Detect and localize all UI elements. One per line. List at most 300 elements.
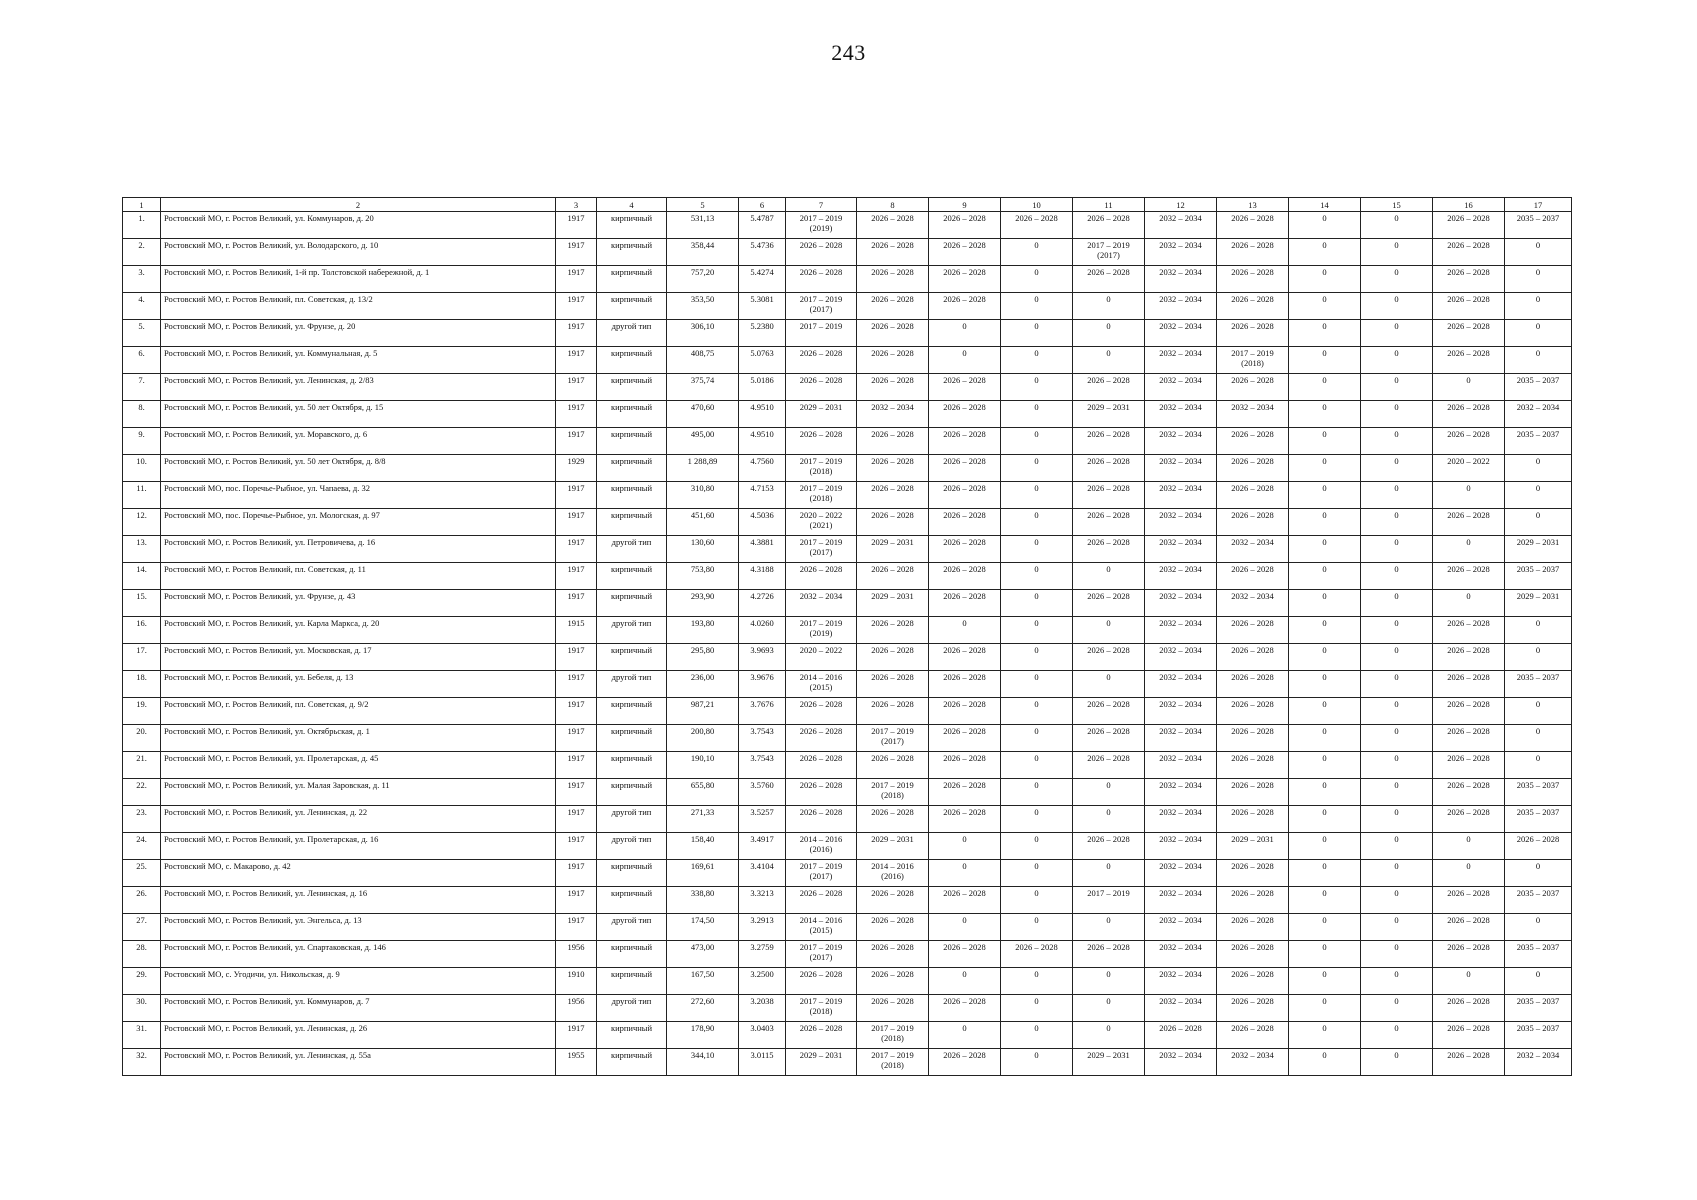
period-col-14-cell: 0 [1289, 239, 1361, 266]
period-col-12-cell: 2032 – 2034 [1145, 941, 1217, 968]
period-col-11-cell: 0 [1073, 293, 1145, 320]
wall-material-cell: кирпичный [597, 1022, 667, 1049]
wall-material-cell: кирпичный [597, 887, 667, 914]
area-cell: 344,10 [667, 1049, 739, 1076]
period-col-7-cell: 2020 – 2022 (2021) [786, 509, 857, 536]
address-cell: Ростовский МО, г. Ростов Великий, ул. 50 лет Октября, д. 15 [161, 401, 556, 428]
period-col-16-cell: 2026 – 2028 [1433, 320, 1505, 347]
column-header: 3 [556, 198, 597, 212]
period-col-8-cell: 2026 – 2028 [857, 239, 929, 266]
year-built-cell: 1917 [556, 644, 597, 671]
address-cell: Ростовский МО, г. Ростов Великий, ул. Карла Маркса, д. 20 [161, 617, 556, 644]
period-col-8-cell: 2029 – 2031 [857, 590, 929, 617]
wall-material-cell: кирпичный [597, 482, 667, 509]
year-built-cell: 1929 [556, 455, 597, 482]
address-cell: Ростовский МО, г. Ростов Великий, пл. Советская, д. 11 [161, 563, 556, 590]
address-cell: Ростовский МО, г. Ростов Великий, ул. Спартаковская, д. 146 [161, 941, 556, 968]
score-cell: 3.2038 [739, 995, 786, 1022]
period-col-14-cell: 0 [1289, 401, 1361, 428]
wall-material-cell: другой тип [597, 995, 667, 1022]
period-col-9-cell: 2026 – 2028 [929, 644, 1001, 671]
period-col-17-cell: 0 [1505, 698, 1572, 725]
year-built-cell: 1917 [556, 914, 597, 941]
period-col-9-cell: 2026 – 2028 [929, 1049, 1001, 1076]
period-col-8-cell: 2026 – 2028 [857, 509, 929, 536]
period-col-15-cell: 0 [1361, 968, 1433, 995]
period-col-9-cell: 2026 – 2028 [929, 509, 1001, 536]
period-col-17-cell: 2035 – 2037 [1505, 1022, 1572, 1049]
period-col-7-cell: 2026 – 2028 [786, 887, 857, 914]
score-cell: 3.9693 [739, 644, 786, 671]
area-cell: 130,60 [667, 536, 739, 563]
period-col-9-cell: 0 [929, 617, 1001, 644]
score-cell: 3.5257 [739, 806, 786, 833]
period-col-17-cell: 0 [1505, 725, 1572, 752]
year-built-cell: 1915 [556, 617, 597, 644]
period-col-15-cell: 0 [1361, 725, 1433, 752]
period-col-15-cell: 0 [1361, 293, 1433, 320]
column-header: 4 [597, 198, 667, 212]
table-row [123, 914, 1572, 941]
address-cell: Ростовский МО, г. Ростов Великий, ул. Фрунзе, д. 20 [161, 320, 556, 347]
wall-material-cell: кирпичный [597, 860, 667, 887]
period-col-13-cell: 2017 – 2019 (2018) [1217, 347, 1289, 374]
period-col-17-cell: 0 [1505, 509, 1572, 536]
period-col-8-cell: 2026 – 2028 [857, 266, 929, 293]
period-col-14-cell: 0 [1289, 779, 1361, 806]
period-col-12-cell: 2032 – 2034 [1145, 482, 1217, 509]
area-cell: 272,60 [667, 995, 739, 1022]
period-col-7-cell: 2017 – 2019 (2018) [786, 455, 857, 482]
period-col-14-cell: 0 [1289, 482, 1361, 509]
period-col-9-cell: 2026 – 2028 [929, 671, 1001, 698]
period-col-8-cell: 2026 – 2028 [857, 347, 929, 374]
period-col-12-cell: 2032 – 2034 [1145, 347, 1217, 374]
address-cell: Ростовский МО, г. Ростов Великий, пл. Советская, д. 9/2 [161, 698, 556, 725]
period-col-15-cell: 0 [1361, 644, 1433, 671]
period-col-9-cell: 2026 – 2028 [929, 698, 1001, 725]
period-col-7-cell: 2017 – 2019 (2017) [786, 860, 857, 887]
period-col-12-cell: 2032 – 2034 [1145, 914, 1217, 941]
table-row [123, 860, 1572, 887]
table-row [123, 644, 1572, 671]
wall-material-cell: другой тип [597, 806, 667, 833]
period-col-8-cell: 2026 – 2028 [857, 698, 929, 725]
row-number-cell: 4. [123, 293, 161, 320]
column-header: 12 [1145, 198, 1217, 212]
period-col-11-cell: 0 [1073, 347, 1145, 374]
address-cell: Ростовский МО, г. Ростов Великий, ул. Ленинская, д. 22 [161, 806, 556, 833]
area-cell: 271,33 [667, 806, 739, 833]
area-cell: 310,80 [667, 482, 739, 509]
wall-material-cell: кирпичный [597, 779, 667, 806]
period-col-16-cell: 2026 – 2028 [1433, 347, 1505, 374]
period-col-10-cell: 0 [1001, 563, 1073, 590]
period-col-14-cell: 0 [1289, 995, 1361, 1022]
period-col-16-cell: 2026 – 2028 [1433, 644, 1505, 671]
row-number-cell: 30. [123, 995, 161, 1022]
score-cell: 3.4917 [739, 833, 786, 860]
wall-material-cell: другой тип [597, 833, 667, 860]
area-cell: 169,61 [667, 860, 739, 887]
period-col-9-cell: 2026 – 2028 [929, 806, 1001, 833]
period-col-16-cell: 0 [1433, 590, 1505, 617]
period-col-10-cell: 0 [1001, 995, 1073, 1022]
period-col-11-cell: 2026 – 2028 [1073, 590, 1145, 617]
period-col-10-cell: 0 [1001, 347, 1073, 374]
row-number-cell: 27. [123, 914, 161, 941]
column-header: 1 [123, 198, 161, 212]
period-col-13-cell: 2026 – 2028 [1217, 806, 1289, 833]
period-col-7-cell: 2026 – 2028 [786, 428, 857, 455]
period-col-16-cell: 2026 – 2028 [1433, 428, 1505, 455]
period-col-9-cell: 2026 – 2028 [929, 455, 1001, 482]
period-col-10-cell: 0 [1001, 509, 1073, 536]
period-col-16-cell: 2026 – 2028 [1433, 509, 1505, 536]
year-built-cell: 1917 [556, 752, 597, 779]
period-col-11-cell: 2026 – 2028 [1073, 644, 1145, 671]
period-col-11-cell: 0 [1073, 563, 1145, 590]
period-col-14-cell: 0 [1289, 698, 1361, 725]
wall-material-cell: кирпичный [597, 374, 667, 401]
period-col-11-cell: 0 [1073, 671, 1145, 698]
period-col-14-cell: 0 [1289, 347, 1361, 374]
score-cell: 4.5036 [739, 509, 786, 536]
row-number-cell: 13. [123, 536, 161, 563]
period-col-7-cell: 2014 – 2016 (2016) [786, 833, 857, 860]
address-cell: Ростовский МО, г. Ростов Великий, ул. Ленинская, д. 16 [161, 887, 556, 914]
wall-material-cell: кирпичный [597, 725, 667, 752]
year-built-cell: 1917 [556, 347, 597, 374]
period-col-11-cell: 2026 – 2028 [1073, 752, 1145, 779]
period-col-8-cell: 2026 – 2028 [857, 212, 929, 239]
area-cell: 655,80 [667, 779, 739, 806]
wall-material-cell: кирпичный [597, 239, 667, 266]
period-col-9-cell: 2026 – 2028 [929, 212, 1001, 239]
page-number: 243 [831, 40, 866, 65]
period-col-12-cell: 2032 – 2034 [1145, 536, 1217, 563]
period-col-17-cell: 0 [1505, 968, 1572, 995]
period-col-14-cell: 0 [1289, 941, 1361, 968]
period-col-14-cell: 0 [1289, 752, 1361, 779]
period-col-14-cell: 0 [1289, 428, 1361, 455]
table-row [123, 212, 1572, 239]
row-number-cell: 16. [123, 617, 161, 644]
period-col-9-cell: 2026 – 2028 [929, 995, 1001, 1022]
period-col-13-cell: 2026 – 2028 [1217, 698, 1289, 725]
period-col-9-cell: 0 [929, 914, 1001, 941]
period-col-12-cell: 2032 – 2034 [1145, 806, 1217, 833]
score-cell: 5.2380 [739, 320, 786, 347]
period-col-16-cell: 2026 – 2028 [1433, 995, 1505, 1022]
table-row [123, 617, 1572, 644]
period-col-16-cell: 0 [1433, 482, 1505, 509]
period-col-15-cell: 0 [1361, 698, 1433, 725]
address-cell: Ростовский МО, г. Ростов Великий, ул. Коммунаров, д. 7 [161, 995, 556, 1022]
period-col-17-cell: 2029 – 2031 [1505, 536, 1572, 563]
period-col-9-cell: 2026 – 2028 [929, 536, 1001, 563]
period-col-11-cell: 2026 – 2028 [1073, 509, 1145, 536]
period-col-13-cell: 2026 – 2028 [1217, 320, 1289, 347]
period-col-16-cell: 0 [1433, 536, 1505, 563]
period-col-8-cell: 2026 – 2028 [857, 941, 929, 968]
address-cell: Ростовский МО, г. Ростов Великий, ул. Ленинская, д. 2/83 [161, 374, 556, 401]
year-built-cell: 1917 [556, 293, 597, 320]
period-col-15-cell: 0 [1361, 428, 1433, 455]
period-col-14-cell: 0 [1289, 212, 1361, 239]
score-cell: 5.4736 [739, 239, 786, 266]
period-col-9-cell: 2026 – 2028 [929, 752, 1001, 779]
row-number-cell: 25. [123, 860, 161, 887]
period-col-10-cell: 2026 – 2028 [1001, 212, 1073, 239]
period-col-12-cell: 2032 – 2034 [1145, 968, 1217, 995]
period-col-14-cell: 0 [1289, 320, 1361, 347]
area-cell: 987,21 [667, 698, 739, 725]
period-col-15-cell: 0 [1361, 563, 1433, 590]
period-col-7-cell: 2026 – 2028 [786, 239, 857, 266]
period-col-10-cell: 0 [1001, 806, 1073, 833]
score-cell: 4.9510 [739, 401, 786, 428]
period-col-16-cell: 2026 – 2028 [1433, 887, 1505, 914]
table-row [123, 806, 1572, 833]
period-col-11-cell: 2029 – 2031 [1073, 401, 1145, 428]
row-number-cell: 22. [123, 779, 161, 806]
period-col-17-cell: 2035 – 2037 [1505, 779, 1572, 806]
score-cell: 4.0260 [739, 617, 786, 644]
period-col-9-cell: 0 [929, 860, 1001, 887]
period-col-15-cell: 0 [1361, 779, 1433, 806]
period-col-16-cell: 2026 – 2028 [1433, 725, 1505, 752]
address-cell: Ростовский МО, г. Ростов Великий, ул. Малая Заровская, д. 11 [161, 779, 556, 806]
wall-material-cell: кирпичный [597, 266, 667, 293]
period-col-8-cell: 2026 – 2028 [857, 914, 929, 941]
period-col-14-cell: 0 [1289, 887, 1361, 914]
table-row [123, 1049, 1572, 1076]
period-col-7-cell: 2026 – 2028 [786, 779, 857, 806]
period-col-10-cell: 0 [1001, 455, 1073, 482]
period-col-9-cell: 0 [929, 1022, 1001, 1049]
period-col-10-cell: 0 [1001, 860, 1073, 887]
row-number-cell: 7. [123, 374, 161, 401]
period-col-11-cell: 0 [1073, 968, 1145, 995]
period-col-7-cell: 2026 – 2028 [786, 698, 857, 725]
year-built-cell: 1917 [556, 725, 597, 752]
period-col-14-cell: 0 [1289, 1022, 1361, 1049]
period-col-12-cell: 2032 – 2034 [1145, 644, 1217, 671]
period-col-14-cell: 0 [1289, 914, 1361, 941]
period-col-15-cell: 0 [1361, 806, 1433, 833]
wall-material-cell: кирпичный [597, 1049, 667, 1076]
row-number-cell: 12. [123, 509, 161, 536]
wall-material-cell: другой тип [597, 536, 667, 563]
period-col-12-cell: 2032 – 2034 [1145, 590, 1217, 617]
period-col-11-cell: 2026 – 2028 [1073, 725, 1145, 752]
period-col-11-cell: 2026 – 2028 [1073, 698, 1145, 725]
year-built-cell: 1917 [556, 428, 597, 455]
period-col-10-cell: 0 [1001, 239, 1073, 266]
row-number-cell: 10. [123, 455, 161, 482]
period-col-11-cell: 0 [1073, 995, 1145, 1022]
score-cell: 3.0403 [739, 1022, 786, 1049]
period-col-15-cell: 0 [1361, 212, 1433, 239]
period-col-7-cell: 2017 – 2019 (2018) [786, 995, 857, 1022]
table-row [123, 239, 1572, 266]
table-row [123, 671, 1572, 698]
score-cell: 3.2500 [739, 968, 786, 995]
period-col-10-cell: 0 [1001, 968, 1073, 995]
period-col-8-cell: 2017 – 2019 (2017) [857, 725, 929, 752]
area-cell: 451,60 [667, 509, 739, 536]
period-col-12-cell: 2032 – 2034 [1145, 320, 1217, 347]
period-col-8-cell: 2014 – 2016 (2016) [857, 860, 929, 887]
score-cell: 4.9510 [739, 428, 786, 455]
area-cell: 174,50 [667, 914, 739, 941]
wall-material-cell: другой тип [597, 671, 667, 698]
address-cell: Ростовский МО, г. Ростов Великий, ул. Пролетарская, д. 16 [161, 833, 556, 860]
area-cell: 236,00 [667, 671, 739, 698]
row-number-cell: 8. [123, 401, 161, 428]
wall-material-cell: кирпичный [597, 347, 667, 374]
period-col-17-cell: 2035 – 2037 [1505, 428, 1572, 455]
area-cell: 531,13 [667, 212, 739, 239]
period-col-13-cell: 2026 – 2028 [1217, 914, 1289, 941]
period-col-7-cell: 2026 – 2028 [786, 968, 857, 995]
period-col-13-cell: 2026 – 2028 [1217, 725, 1289, 752]
area-cell: 200,80 [667, 725, 739, 752]
period-col-11-cell: 2026 – 2028 [1073, 266, 1145, 293]
period-col-7-cell: 2017 – 2019 (2019) [786, 617, 857, 644]
period-col-9-cell: 2026 – 2028 [929, 887, 1001, 914]
period-col-12-cell: 2032 – 2034 [1145, 698, 1217, 725]
year-built-cell: 1917 [556, 482, 597, 509]
period-col-16-cell: 2026 – 2028 [1433, 914, 1505, 941]
period-col-11-cell: 2026 – 2028 [1073, 482, 1145, 509]
row-number-cell: 19. [123, 698, 161, 725]
score-cell: 4.7560 [739, 455, 786, 482]
table-row [123, 833, 1572, 860]
address-cell: Ростовский МО, г. Ростов Великий, ул. Коммунаров, д. 20 [161, 212, 556, 239]
period-col-17-cell: 2035 – 2037 [1505, 671, 1572, 698]
period-col-8-cell: 2026 – 2028 [857, 995, 929, 1022]
period-col-17-cell: 0 [1505, 320, 1572, 347]
table-row [123, 266, 1572, 293]
wall-material-cell: кирпичный [597, 212, 667, 239]
period-col-15-cell: 0 [1361, 887, 1433, 914]
wall-material-cell: кирпичный [597, 698, 667, 725]
period-col-10-cell: 0 [1001, 374, 1073, 401]
score-cell: 4.2726 [739, 590, 786, 617]
period-col-9-cell: 0 [929, 968, 1001, 995]
period-col-15-cell: 0 [1361, 995, 1433, 1022]
period-col-9-cell: 0 [929, 347, 1001, 374]
row-number-cell: 1. [123, 212, 161, 239]
row-number-cell: 14. [123, 563, 161, 590]
address-cell: Ростовский МО, пос. Поречье-Рыбное, ул. Мологская, д. 97 [161, 509, 556, 536]
period-col-12-cell: 2032 – 2034 [1145, 617, 1217, 644]
period-col-16-cell: 2026 – 2028 [1433, 212, 1505, 239]
period-col-7-cell: 2014 – 2016 (2015) [786, 671, 857, 698]
period-col-15-cell: 0 [1361, 617, 1433, 644]
year-built-cell: 1917 [556, 320, 597, 347]
period-col-14-cell: 0 [1289, 266, 1361, 293]
period-col-13-cell: 2026 – 2028 [1217, 428, 1289, 455]
year-built-cell: 1917 [556, 212, 597, 239]
period-col-7-cell: 2017 – 2019 (2018) [786, 482, 857, 509]
period-col-14-cell: 0 [1289, 374, 1361, 401]
period-col-17-cell: 0 [1505, 347, 1572, 374]
period-col-13-cell: 2026 – 2028 [1217, 266, 1289, 293]
period-col-16-cell: 2026 – 2028 [1433, 1049, 1505, 1076]
period-col-15-cell: 0 [1361, 374, 1433, 401]
score-cell: 3.7543 [739, 752, 786, 779]
period-col-7-cell: 2026 – 2028 [786, 1022, 857, 1049]
period-col-14-cell: 0 [1289, 833, 1361, 860]
period-col-10-cell: 0 [1001, 428, 1073, 455]
row-number-cell: 18. [123, 671, 161, 698]
period-col-8-cell: 2017 – 2019 (2018) [857, 1022, 929, 1049]
address-cell: Ростовский МО, г. Ростов Великий, ул. Ленинская, д. 55а [161, 1049, 556, 1076]
period-col-15-cell: 0 [1361, 482, 1433, 509]
wall-material-cell: кирпичный [597, 752, 667, 779]
period-col-8-cell: 2026 – 2028 [857, 563, 929, 590]
column-header: 11 [1073, 198, 1145, 212]
period-col-9-cell: 2026 – 2028 [929, 590, 1001, 617]
year-built-cell: 1917 [556, 590, 597, 617]
period-col-17-cell: 0 [1505, 914, 1572, 941]
period-col-13-cell: 2026 – 2028 [1217, 941, 1289, 968]
period-col-15-cell: 0 [1361, 239, 1433, 266]
column-header: 6 [739, 198, 786, 212]
period-col-12-cell: 2032 – 2034 [1145, 401, 1217, 428]
period-col-11-cell: 0 [1073, 806, 1145, 833]
period-col-11-cell: 2026 – 2028 [1073, 941, 1145, 968]
period-col-11-cell: 2026 – 2028 [1073, 455, 1145, 482]
period-col-17-cell: 0 [1505, 617, 1572, 644]
period-col-15-cell: 0 [1361, 536, 1433, 563]
period-col-9-cell: 2026 – 2028 [929, 563, 1001, 590]
address-cell: Ростовский МО, г. Ростов Великий, ул. Московская, д. 17 [161, 644, 556, 671]
wall-material-cell: кирпичный [597, 644, 667, 671]
wall-material-cell: кирпичный [597, 590, 667, 617]
period-col-16-cell: 0 [1433, 374, 1505, 401]
housing-register-table [122, 197, 1572, 1076]
period-col-11-cell: 0 [1073, 914, 1145, 941]
period-col-10-cell: 2026 – 2028 [1001, 941, 1073, 968]
period-col-10-cell: 0 [1001, 320, 1073, 347]
period-col-17-cell: 2029 – 2031 [1505, 590, 1572, 617]
period-col-10-cell: 0 [1001, 482, 1073, 509]
period-col-13-cell: 2026 – 2028 [1217, 509, 1289, 536]
period-col-16-cell: 2026 – 2028 [1433, 401, 1505, 428]
address-cell: Ростовский МО, г. Ростов Великий, ул. Фрунзе, д. 43 [161, 590, 556, 617]
year-built-cell: 1917 [556, 509, 597, 536]
wall-material-cell: кирпичный [597, 968, 667, 995]
area-cell: 495,00 [667, 428, 739, 455]
wall-material-cell: кирпичный [597, 428, 667, 455]
period-col-9-cell: 0 [929, 320, 1001, 347]
period-col-11-cell: 0 [1073, 779, 1145, 806]
table-row [123, 482, 1572, 509]
period-col-17-cell: 0 [1505, 266, 1572, 293]
period-col-15-cell: 0 [1361, 752, 1433, 779]
address-cell: Ростовский МО, г. Ростов Великий, ул. Ленинская, д. 26 [161, 1022, 556, 1049]
period-col-9-cell: 2026 – 2028 [929, 374, 1001, 401]
period-col-17-cell: 2035 – 2037 [1505, 212, 1572, 239]
address-cell: Ростовский МО, г. Ростов Великий, ул. Коммунальная, д. 5 [161, 347, 556, 374]
row-number-cell: 6. [123, 347, 161, 374]
area-cell: 408,75 [667, 347, 739, 374]
period-col-10-cell: 0 [1001, 698, 1073, 725]
